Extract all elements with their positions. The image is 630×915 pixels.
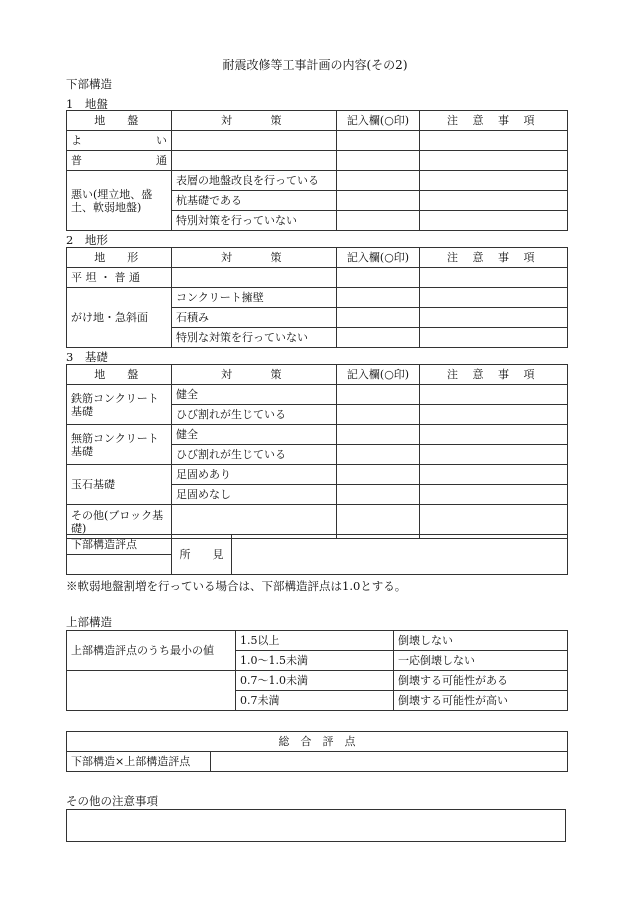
notes-cell[interactable] <box>420 288 568 308</box>
section-title-lower: 下部構造 <box>66 77 112 91</box>
total-value[interactable] <box>211 752 568 772</box>
terrain-flat-label: 平 坦 ・ 普 通 <box>67 268 172 288</box>
measure-cell <box>172 268 337 288</box>
ground-normal-label <box>67 151 172 171</box>
record-cell[interactable] <box>337 268 420 288</box>
other-notes-field[interactable] <box>66 809 566 842</box>
footnote: ※軟弱地盤割増を行っている場合は、下部構造評点は1.0とする。 <box>66 579 407 593</box>
header-notes: 注 意 事 項 <box>420 111 568 131</box>
measure-cell: 健全 <box>172 425 337 445</box>
notes-cell[interactable] <box>420 211 568 231</box>
header-record: 記入欄(○印) <box>337 111 420 131</box>
record-cell[interactable] <box>337 191 420 211</box>
notes-cell[interactable] <box>420 131 568 151</box>
measure-cell: 石積み <box>172 308 337 328</box>
foundation-plain-label: 無筋コンクリート基礎 <box>67 425 172 465</box>
record-cell[interactable] <box>337 211 420 231</box>
notes-cell[interactable] <box>420 385 568 405</box>
foundation-rc-label: 鉄筋コンクリート基礎 <box>67 385 172 425</box>
opinion-label: 所 見 <box>172 535 232 575</box>
lower-score-label: 下部構造評点 <box>67 535 172 555</box>
label-part: 普 <box>71 154 82 167</box>
other-notes-title: その他の注意事項 <box>66 794 158 808</box>
header-terrain: 地 形 <box>67 248 172 268</box>
notes-cell[interactable] <box>420 425 568 445</box>
upper-result: 倒壊する可能性がある <box>394 671 568 691</box>
record-cell[interactable] <box>337 485 420 505</box>
measure-cell: 表層の地盤改良を行っている <box>172 171 337 191</box>
upper-result: 倒壊しない <box>394 631 568 651</box>
lower-score-table <box>66 534 568 575</box>
notes-cell[interactable] <box>420 308 568 328</box>
header-record: 記入欄(○印) <box>337 365 420 385</box>
label-part: よ <box>71 134 82 147</box>
measure-cell <box>172 151 337 171</box>
measure-cell: 健全 <box>172 385 337 405</box>
notes-cell[interactable] <box>420 465 568 485</box>
total-header: 総 合 評 点 <box>67 732 568 752</box>
measure-cell: 杭基礎である <box>172 191 337 211</box>
upper-range: 0.7〜1.0未満 <box>236 671 394 691</box>
ground-section-title: 1 地盤 <box>66 97 108 111</box>
header-ground: 地 盤 <box>67 111 172 131</box>
upper-range: 1.0〜1.5未満 <box>236 651 394 671</box>
notes-cell[interactable] <box>420 328 568 348</box>
notes-cell[interactable] <box>420 445 568 465</box>
opinion-field[interactable] <box>232 535 568 575</box>
foundation-other-label: その他(ブロック基礎) <box>67 505 172 539</box>
total-formula-label: 下部構造×上部構造評点 <box>67 752 211 772</box>
terrain-slope-label: がけ地・急斜面 <box>67 288 172 348</box>
label-part: い <box>156 134 167 147</box>
header-notes: 注 意 事 項 <box>420 248 568 268</box>
measure-cell: 特別対策を行っていない <box>172 211 337 231</box>
foundation-stone-label: 玉石基礎 <box>67 465 172 505</box>
notes-cell[interactable] <box>420 268 568 288</box>
record-cell[interactable] <box>337 465 420 485</box>
notes-cell[interactable] <box>420 485 568 505</box>
record-cell[interactable] <box>337 445 420 465</box>
notes-cell[interactable] <box>420 151 568 171</box>
measure-cell <box>172 131 337 151</box>
record-cell[interactable] <box>337 328 420 348</box>
header-notes: 注 意 事 項 <box>420 365 568 385</box>
record-cell[interactable] <box>337 288 420 308</box>
measure-cell: コンクリート擁壁 <box>172 288 337 308</box>
upper-min-label: 上部構造評点のうち最小の値 <box>67 631 236 671</box>
measure-cell: ひび割れが生じている <box>172 405 337 425</box>
upper-range: 1.5以上 <box>236 631 394 651</box>
ground-good-label <box>67 131 172 151</box>
upper-result: 一応倒壊しない <box>394 651 568 671</box>
label-part: 通 <box>156 154 167 167</box>
header-record: 記入欄(○印) <box>337 248 420 268</box>
record-cell[interactable] <box>337 405 420 425</box>
record-cell[interactable] <box>337 151 420 171</box>
measure-cell: 足固めなし <box>172 485 337 505</box>
notes-cell[interactable] <box>420 171 568 191</box>
notes-cell[interactable] <box>420 405 568 425</box>
record-cell[interactable] <box>337 171 420 191</box>
measure-cell: 足固めあり <box>172 465 337 485</box>
foundation-section-title: 3 基礎 <box>66 350 108 364</box>
record-cell[interactable] <box>337 425 420 445</box>
record-cell[interactable] <box>337 131 420 151</box>
upper-section-title: 上部構造 <box>66 615 112 629</box>
terrain-section-title: 2 地形 <box>66 233 108 247</box>
upper-result: 倒壊する可能性が高い <box>394 691 568 711</box>
foundation-table <box>66 364 568 539</box>
header-measure: 対 策 <box>172 111 337 131</box>
terrain-table <box>66 247 568 348</box>
ground-bad-label: 悪い(埋立地、盛土、軟弱地盤) <box>67 171 172 231</box>
total-table <box>66 731 568 772</box>
upper-range: 0.7未満 <box>236 691 394 711</box>
record-cell[interactable] <box>337 308 420 328</box>
header-measure: 対 策 <box>172 248 337 268</box>
record-cell[interactable] <box>337 385 420 405</box>
measure-cell: ひび割れが生じている <box>172 445 337 465</box>
upper-min-value[interactable] <box>67 671 236 711</box>
ground-table <box>66 110 568 231</box>
header-measure: 対 策 <box>172 365 337 385</box>
notes-cell[interactable] <box>420 191 568 211</box>
lower-score-value[interactable] <box>67 555 172 575</box>
page-title: 耐震改修等工事計画の内容(その2) <box>222 58 408 72</box>
header-ground: 地 盤 <box>67 365 172 385</box>
measure-cell: 特別な対策を行っていない <box>172 328 337 348</box>
upper-table <box>66 630 568 711</box>
